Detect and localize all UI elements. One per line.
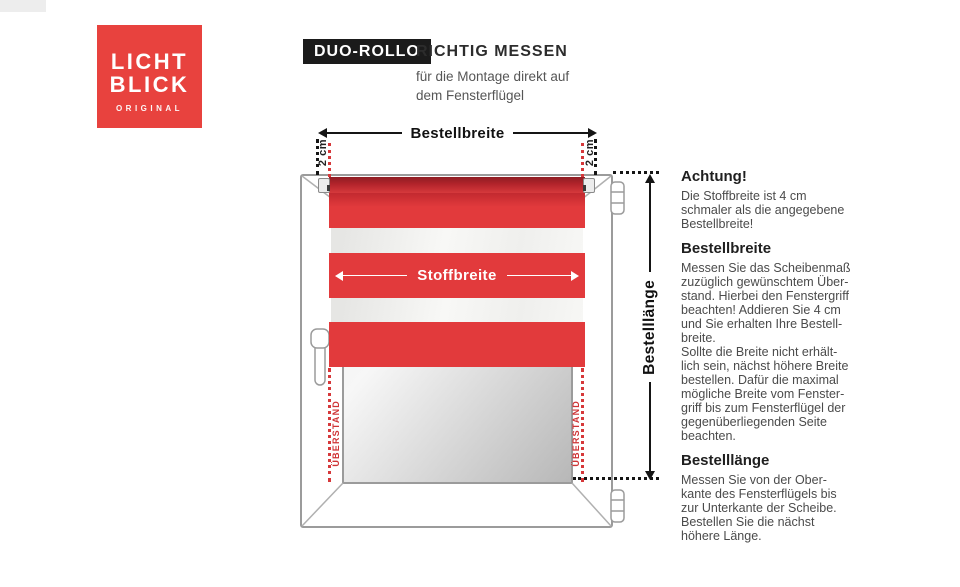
sheer-stripe-2: [331, 298, 583, 322]
text-line: breite.: [681, 331, 716, 345]
arrowhead-right-icon: [588, 128, 597, 138]
text-line: lich sein, nächst höhere Breite: [681, 359, 849, 373]
text-line: Sollte die Breite nicht erhält-: [681, 345, 838, 359]
text-line: für die Montage direkt auf: [416, 69, 570, 84]
blind-cassette: [329, 177, 585, 193]
arrowhead-right-icon: [571, 271, 579, 281]
text-line: Bestellen Sie die nächst: [681, 515, 815, 529]
text-line: zuzüglich gewünschtem Über-: [681, 275, 849, 289]
section-achtung: [681, 169, 881, 231]
text-line: kante des Fensterflügels bis: [681, 487, 837, 501]
fabric-stripe-3: [329, 322, 585, 367]
text-line: beachten! Addieren Sie 4 cm: [681, 303, 841, 317]
text-line: Die Stoffbreite ist 4 cm: [681, 189, 807, 203]
margin-label-left: 2 cm: [317, 139, 329, 167]
sheer-stripe-1: [331, 228, 583, 253]
section-bestellbreite: [681, 241, 881, 443]
section-heading: Bestelllänge: [681, 452, 770, 469]
overhang-dotted-right: [581, 368, 584, 482]
text-line: mögliche Breite vom Fenster-: [681, 387, 845, 401]
instructions-column: [681, 169, 881, 543]
bestellbreite-arrow: [318, 124, 597, 142]
logo-line-1: LICHT: [110, 49, 189, 74]
text-line: zur Unterkante der Scheibe.: [681, 501, 837, 515]
text-line: griff bis zum Fensterflügel der: [681, 401, 846, 415]
hinge-bottom: [611, 490, 624, 522]
text-line: Messen Sie von der Ober-: [681, 473, 827, 487]
arrowhead-up-icon: [645, 174, 655, 183]
section-body: [681, 261, 881, 443]
text-line: schmaler als die angegebene: [681, 203, 845, 217]
section-heading: Achtung!: [681, 168, 747, 185]
text-line: beachten.: [681, 429, 736, 443]
text-line: stand. Hierbei den Fenstergriff: [681, 289, 849, 303]
arrowhead-left-icon: [318, 128, 327, 138]
section-body: [681, 473, 881, 543]
fabric-stripe-1: [329, 193, 585, 228]
text-line: dem Fensterflügel: [416, 88, 525, 103]
section-heading: Bestellbreite: [681, 240, 772, 257]
bestellbreite-label: Bestellbreite: [410, 124, 505, 142]
cassette-end-cap-left: [318, 178, 330, 193]
stoffbreite-label: Stoffbreite: [417, 267, 497, 284]
overhang-label-right: ÜBERSTAND: [571, 400, 581, 467]
text-line: Bestellbreite!: [681, 217, 754, 231]
logo-subline: ORIGINAL: [115, 104, 184, 113]
stoffbreite-arrow: [329, 267, 585, 284]
hinge-top: [611, 182, 624, 214]
fabric-stripe-2: [329, 253, 585, 298]
bestelllaenge-arrow: [641, 174, 659, 480]
text-line: bestellen. Dafür die maximal: [681, 373, 839, 387]
section-body: [681, 189, 881, 231]
cassette-end-cap-right: [583, 178, 595, 193]
arrowhead-down-icon: [645, 471, 655, 480]
text-line: höhere Länge.: [681, 529, 762, 543]
logo-line-2: BLICK: [109, 72, 190, 97]
text-line: Messen Sie das Scheibenmaß: [681, 261, 851, 275]
section-bestelllaenge: [681, 453, 881, 543]
arrowhead-left-icon: [335, 271, 343, 281]
page-title: RICHTIG MESSEN: [416, 43, 568, 60]
margin-label-right: 2 cm: [584, 139, 596, 167]
product-badge: DUO-ROLLO: [303, 39, 431, 64]
bestelllaenge-label: Bestelllänge: [641, 279, 658, 375]
text-line: und Sie erhalten Ihre Bestell-: [681, 317, 843, 331]
overhang-label-left: ÜBERSTAND: [331, 400, 341, 467]
text-line: gegenüberliegenden Seite: [681, 415, 827, 429]
